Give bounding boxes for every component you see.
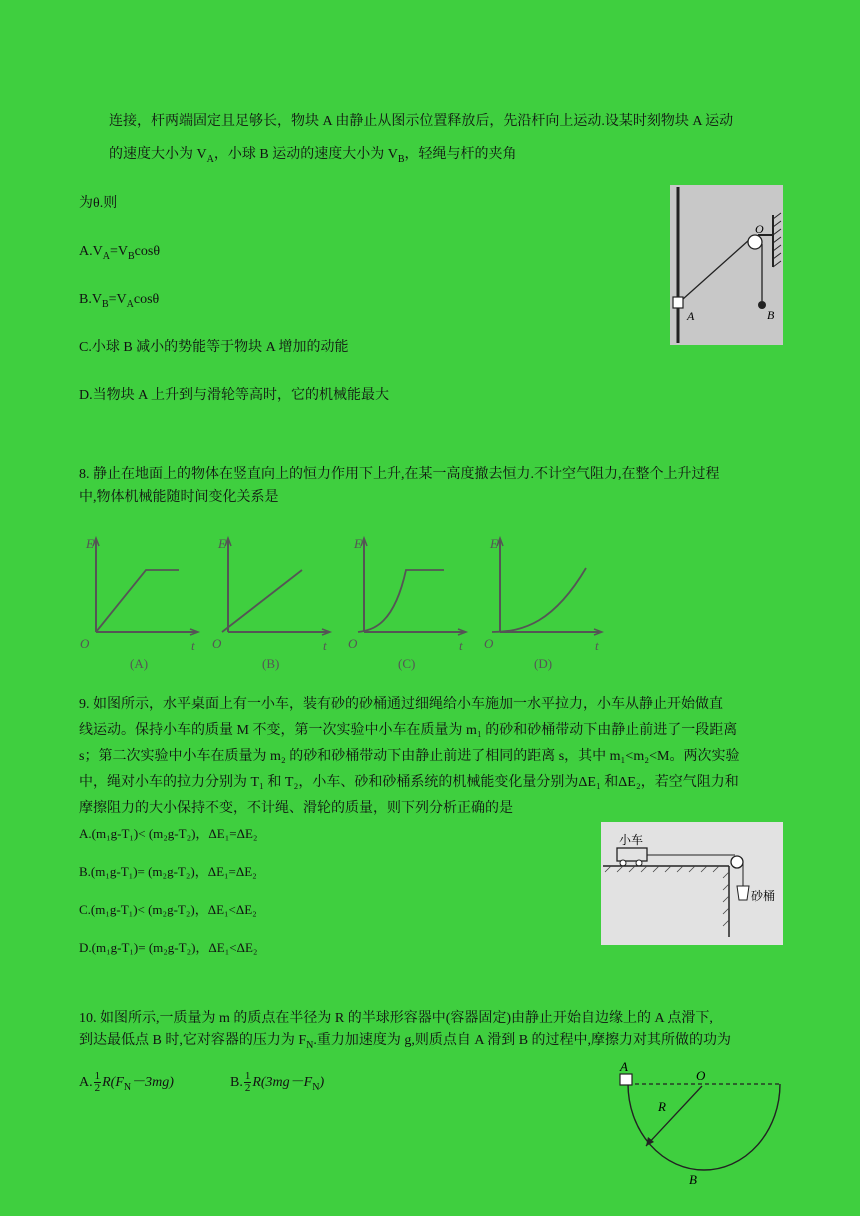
fraction: $\frac{1}{2}$ — [244, 1070, 251, 1095]
q10-figure-svg — [610, 1058, 790, 1190]
q10-line2: 到达最低点 B 时,它对容器的压力为 $F_N$.重力加速度为 g,则质点自 A 滑到 B 的过程中,摩擦力对其所做的功为 — [79, 1033, 732, 1051]
x-axis-label: t — [191, 638, 195, 653]
ball-b — [758, 301, 766, 309]
pulley — [731, 856, 743, 868]
q9-option-c: C.(m₁g-T₁)< (m₂g-T₂)，ΔE₁<ΔE₂ — [79, 902, 257, 917]
fraction: $\frac{1}{2}$ — [94, 1070, 101, 1095]
label-o: O — [696, 1068, 706, 1083]
q10-option-a: A. $\frac{1}{2}$ $R(F_N-3mg)$ — [79, 1070, 174, 1095]
pulley — [748, 235, 762, 249]
q9-line2: 线运动。保持小车的质量 M 不变，第一次实验中小车在质量为 m₁ 的砂和砂桶带动下由静止前进了一段距离 — [79, 723, 738, 738]
q8-graphs-svg — [74, 532, 604, 677]
label-b: B — [689, 1172, 697, 1187]
q7-line1: 连接，杆两端固定且足够长，物块 A 由静止从图示位置释放后，先沿杆向上运动.设某时刻物块 A 运动 — [109, 114, 734, 129]
bucket-label: 砂桶 — [751, 889, 776, 903]
origin-label: O — [212, 636, 222, 651]
q10-option-b: B. $\frac{1}{2}$ $R(3mg-F_N)$ — [230, 1070, 325, 1095]
energy-curve — [492, 568, 586, 632]
q9-line1: 9. 如图所示，水平桌面上有一小车，装有砂的砂桶通过细绳给小车施加一水平拉力，小车从静止开始做直 — [79, 697, 723, 712]
q8-line1: 8. 静止在地面上的物体在竖直向上的恒力作用下上升,在某一高度撤去恒力.不计空气阻力,在整个上升过程 — [79, 467, 720, 482]
q7-option-b: $B.V_B=V_A\cos\theta$ — [79, 292, 160, 310]
mass-block — [620, 1074, 632, 1085]
label-o: O — [755, 222, 764, 236]
cart-label: 小车 — [619, 833, 644, 847]
y-axis-label: E — [354, 536, 362, 551]
graph-caption: (D) — [534, 656, 553, 671]
table-hatch — [605, 866, 729, 926]
q9-figure-svg — [601, 822, 783, 945]
graph-caption: (C) — [398, 656, 416, 671]
sand-bucket — [737, 886, 749, 900]
q7-pulley-figure — [670, 185, 783, 345]
energy-curve — [96, 570, 179, 632]
q9-line3: s；第二次实验中小车在质量为 m₂ 的砂和砂桶带动下由静止前进了相同的距离 s，其中 m₁<m₂<M。两次实验 — [79, 749, 740, 764]
graph-caption: (B) — [262, 656, 280, 671]
y-axis-label: E — [490, 536, 498, 551]
q7-line3: 为θ.则 — [79, 196, 118, 211]
q9-option-a: A.(m₁g-T₁)< (m₂g-T₂)，ΔE₁=ΔE₂ — [79, 826, 258, 841]
q9-stem — [79, 692, 784, 822]
q10-line1: 10. 如图所示,一质量为 m 的质点在半径为 R 的半球形容器中(容器固定)由静止开始自边缘上的 A 点滑下, — [79, 1011, 713, 1026]
label-b: B — [767, 308, 775, 322]
origin-label: O — [80, 636, 90, 651]
x-axis-label: t — [459, 638, 463, 653]
radius-line — [646, 1086, 702, 1146]
origin-label: O — [348, 636, 358, 651]
x-axis-label: t — [595, 638, 599, 653]
q7-option-a: $A.V_A=V_B\cos\theta$ — [79, 244, 161, 262]
label-r: R — [658, 1099, 666, 1114]
cart-wheel — [620, 860, 626, 866]
q7-figure-svg — [670, 185, 783, 345]
q9-option-b: B.(m₁g-T₁)= (m₂g-T₂)，ΔE₁=ΔE₂ — [79, 864, 257, 879]
origin-label: O — [484, 636, 494, 651]
cart-wheel — [636, 860, 642, 866]
q9-line4: 中，绳对小车的拉力分别为 T₁ 和 T₂，小车、砂和砂桶系统的机械能变化量分别为ΔE₁ 和ΔE₂，若空气阻力和 — [79, 775, 739, 790]
q10-hemisphere-figure — [610, 1058, 790, 1190]
rope-a — [683, 240, 749, 299]
y-axis-label: E — [218, 536, 226, 551]
block-a — [673, 297, 683, 308]
q8-line2: 中,物体机械能随时间变化关系是 — [79, 490, 279, 505]
q8-graphs — [74, 532, 604, 677]
energy-curve — [222, 570, 302, 632]
y-axis-label: E — [86, 536, 94, 551]
label-a: A — [687, 309, 695, 323]
q9-cart-figure — [601, 822, 783, 945]
hemisphere-arc — [628, 1084, 780, 1170]
graph-caption: (A) — [130, 656, 149, 671]
q9-option-d: D.(m₁g-T₁)= (m₂g-T₂)，ΔE₁<ΔE₂ — [79, 940, 258, 955]
q9-line5: 摩擦阻力的大小保持不变，不计绳、滑轮的质量，则下列分析正确的是 — [79, 801, 513, 816]
q7-line2: 的速度大小为 $V_A$，小球 B 运动的速度大小为 $V_B$，轻绳与杆的夹角 — [109, 147, 517, 165]
x-axis-label: t — [323, 638, 327, 653]
wall-hatch — [773, 213, 781, 267]
q7-option-c: C.小球 B 减小的势能等于物块 A 增加的动能 — [79, 340, 349, 355]
q7-option-d: D.当物块 A 上升到与滑轮等高时，它的机械能最大 — [79, 388, 389, 403]
energy-curve — [358, 570, 444, 632]
cart — [617, 848, 647, 861]
label-a: A — [620, 1059, 628, 1074]
